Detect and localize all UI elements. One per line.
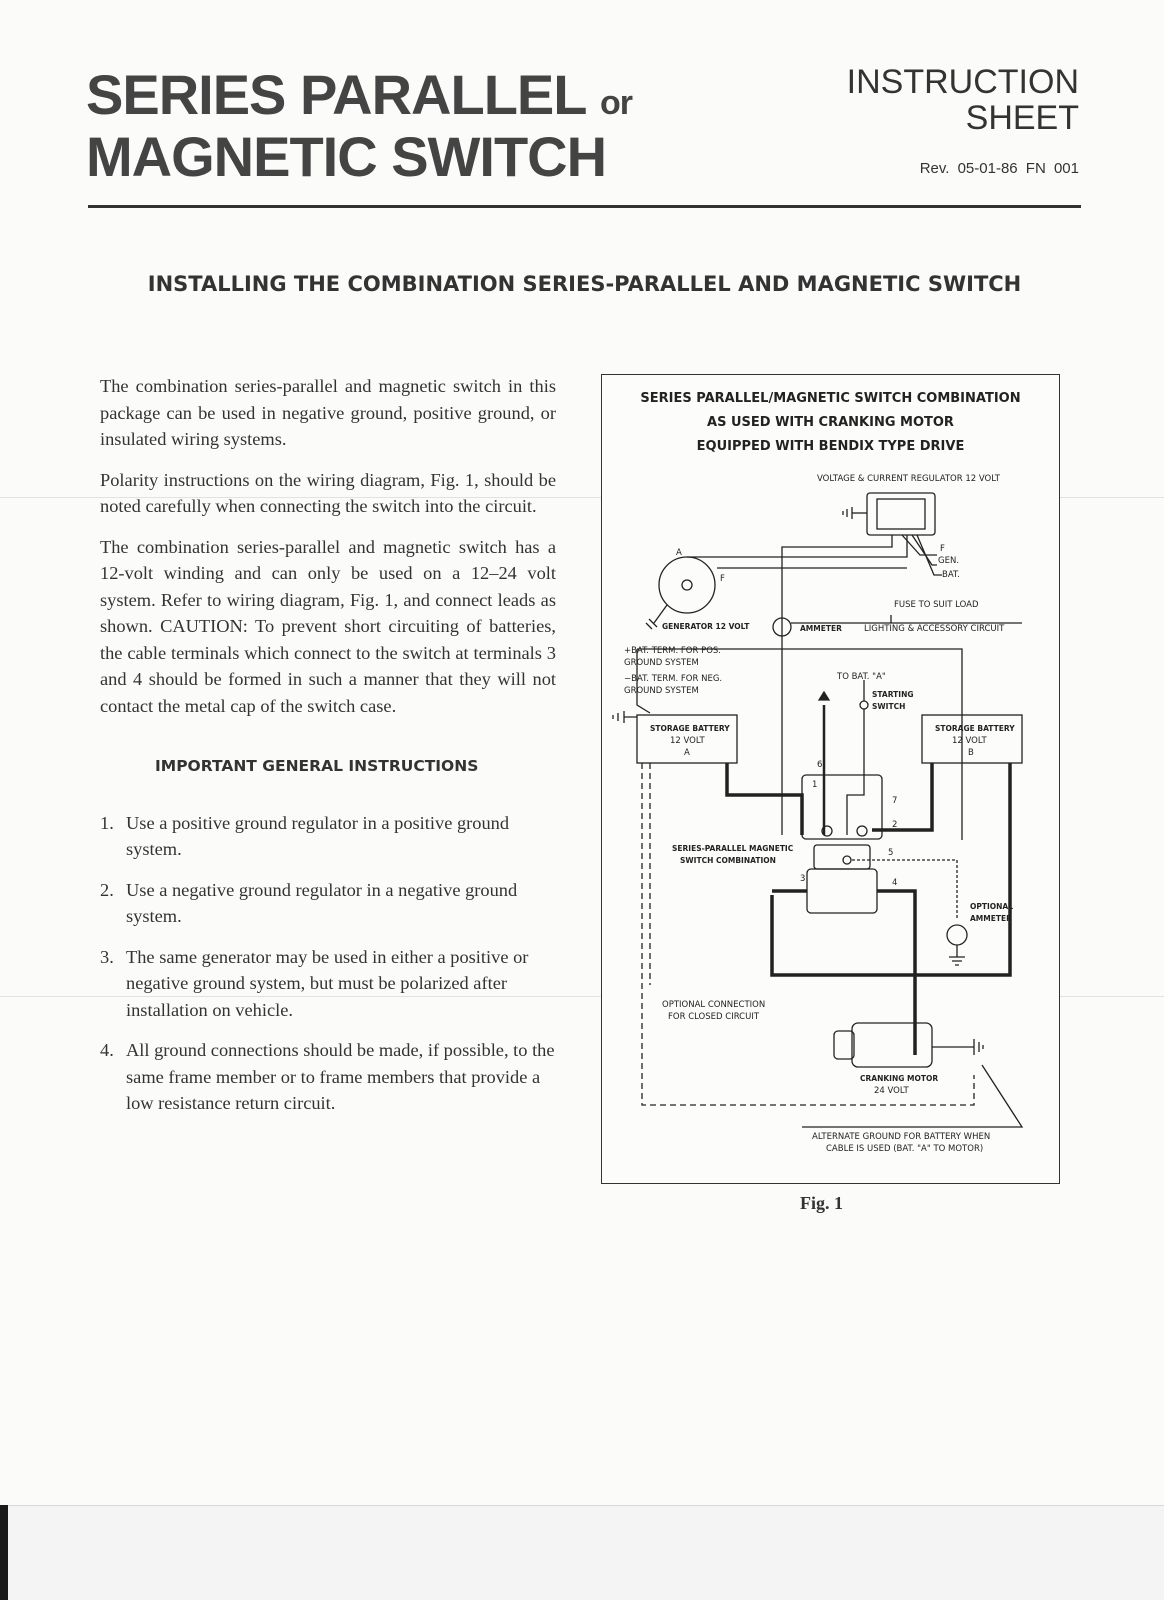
battery-a-cable	[727, 763, 802, 835]
generator-hub	[682, 580, 692, 590]
label-terminal-3: 3	[800, 874, 806, 884]
optional-ammeter-ground-icon	[949, 945, 965, 965]
label-neg-ground: GROUND SYSTEM	[624, 686, 699, 696]
list-number: 3.	[100, 946, 114, 967]
label-terminal-7: 7	[892, 796, 898, 806]
label-f-gen: F	[720, 574, 725, 584]
paragraph: The combination series-parallel and magnetic switch has a 12-volt winding and can only be used on a 12–24 volt system. Refer to wiring diagram, Fig. 1, and connect leads as shown. CAUTION: To prevent short circuiting of batteries, the cable terminals which connect to the switch at terminals 3 and 4 should be formed in such a manner that they will not contact the metal cap of the switch case.	[100, 536, 556, 716]
label-bat: BAT.	[942, 570, 960, 580]
list-item	[100, 877, 556, 930]
battery-a-ground-icon	[613, 711, 637, 723]
list-number: 1.	[100, 812, 114, 833]
label-a: A	[676, 548, 682, 558]
label-switch: SWITCH	[872, 702, 906, 711]
label-terminal-5: 5	[888, 848, 894, 858]
reg-bat-wire	[782, 535, 892, 835]
wiring-diagram-drawing	[602, 375, 1061, 1185]
important-heading: IMPORTANT GENERAL INSTRUCTIONS	[155, 757, 479, 775]
label-fuse: FUSE TO SUIT LOAD	[894, 600, 979, 610]
doc-type-line-1: INSTRUCTION	[846, 63, 1079, 101]
label-alt-1: ALTERNATE GROUND FOR BATTERY WHEN	[812, 1132, 991, 1142]
scan-edge	[0, 1505, 8, 1600]
figure-title-line: EQUIPPED WITH BENDIX TYPE DRIVE	[696, 439, 965, 454]
title-line-1: SERIES PARALLEL	[86, 63, 586, 126]
list-item	[100, 1037, 556, 1117]
paragraph: Polarity instructions on the wiring diagram, Fig. 1, should be noted carefully when connecting the switch into the circuit.	[100, 469, 556, 516]
regulator-window	[877, 499, 925, 529]
label-battery-a-volt: 12 VOLT	[670, 736, 705, 746]
label-combo-1: SERIES-PARALLEL MAGNETIC	[672, 844, 794, 853]
label-combo-2: SWITCH COMBINATION	[680, 856, 776, 865]
starting-switch-contact	[860, 701, 868, 709]
doc-type-line-2: SHEET	[965, 99, 1079, 137]
section-heading: INSTALLING THE COMBINATION SERIES-PARALLEL AND MAGNETIC SWITCH	[147, 272, 1022, 296]
list-text: All ground connections should be made, if possible, to the same frame member or to frame members that provide a low resistance return circuit.	[126, 1040, 555, 1113]
cable-terminal-4	[877, 891, 915, 1055]
label-gen: GEN.	[938, 556, 960, 566]
label-opt-conn-2: FOR CLOSED CIRCUIT	[668, 1012, 760, 1022]
label-alt-2: CABLE IS USED (BAT. "A" TO MOTOR)	[826, 1144, 984, 1154]
ground-arrow-icon	[819, 692, 829, 700]
instruction-list	[100, 810, 556, 1117]
list-text: Use a negative ground regulator in a negative ground system.	[126, 879, 518, 926]
label-terminal-1: 1	[812, 780, 818, 790]
label-battery-b: STORAGE BATTERY	[935, 724, 1015, 733]
figure-caption: Fig. 1	[800, 1193, 843, 1213]
list-number: 2.	[100, 879, 114, 900]
generator-ground-wire	[654, 605, 667, 623]
paragraph: The combination series-parallel and magnetic switch in this package can be used in negative ground, positive ground, or insulated wiring systems.	[100, 376, 556, 449]
label-motor-2: 24 VOLT	[874, 1086, 909, 1096]
label-optional-ammeter: AMMETER	[970, 914, 1012, 923]
gen-a-wire	[687, 535, 907, 557]
figure-title-line: AS USED WITH CRANKING MOTOR	[707, 415, 954, 430]
label-battery-a-id: A	[684, 748, 690, 758]
label-neg-term: −BAT. TERM. FOR NEG.	[624, 674, 723, 684]
switch-cap	[814, 845, 870, 869]
optional-connection-wire	[642, 763, 974, 1105]
battery-b-cable	[772, 763, 1010, 975]
regulator-ground-icon	[843, 507, 852, 519]
list-item	[100, 810, 556, 863]
document-type	[847, 64, 1079, 136]
label-pos-ground: GROUND SYSTEM	[624, 658, 699, 668]
cranking-motor-body	[852, 1023, 932, 1067]
label-lighting: LIGHTING & ACCESSORY CIRCUIT	[864, 624, 1005, 634]
body-text	[100, 373, 556, 1131]
label-terminal-2: 2	[892, 820, 898, 830]
switch-case	[807, 869, 877, 913]
label-f-reg: F	[940, 544, 945, 554]
label-regulator: VOLTAGE & CURRENT REGULATOR 12 VOLT	[817, 474, 1000, 484]
title-or: or	[600, 84, 633, 122]
label-ammeter: AMMETER	[800, 624, 842, 633]
list-text: The same generator may be used in either a positive or negative ground system, but must be polarized after installation on vehicle.	[126, 946, 529, 1020]
label-terminal-6: 6	[817, 760, 823, 770]
label-battery-b-volt: 12 VOLT	[952, 736, 987, 746]
label-generator: GENERATOR 12 VOLT	[662, 622, 750, 631]
wiring-diagram	[601, 374, 1060, 1184]
list-number: 4.	[100, 1040, 114, 1060]
header-divider	[88, 205, 1081, 208]
figure-title-line: SERIES PARALLEL/MAGNETIC SWITCH COMBINATION	[640, 391, 1021, 406]
label-to-bat: TO BAT. "A"	[837, 672, 886, 682]
terminal-2	[857, 826, 867, 836]
battery-b-switch-cable	[872, 763, 932, 830]
motor-ground-icon	[974, 1039, 983, 1055]
label-battery-b-id: B	[968, 748, 974, 758]
label-battery-a: STORAGE BATTERY	[650, 724, 730, 733]
list-item	[100, 944, 556, 1024]
page-title	[86, 63, 633, 188]
label-optional: OPTIONAL	[970, 902, 1014, 911]
label-motor-1: CRANKING MOTOR	[860, 1074, 939, 1083]
optional-ammeter-circle	[947, 925, 967, 945]
generator-body	[659, 557, 715, 613]
label-opt-conn-1: OPTIONAL CONNECTION	[662, 1000, 766, 1010]
revision-number: Rev. 05-01-86 FN 001	[919, 160, 1079, 177]
label-terminal-4: 4	[892, 878, 898, 888]
list-text: Use a positive ground regulator in a positive ground system.	[126, 812, 510, 859]
label-pos-term: +BAT. TERM. FOR POS.	[624, 646, 722, 656]
label-starting: STARTING	[872, 690, 914, 699]
title-line-2: MAGNETIC SWITCH	[86, 125, 607, 188]
starting-switch-lead	[847, 709, 864, 835]
cranking-motor-drive	[834, 1031, 854, 1059]
terminal-5	[843, 856, 851, 864]
